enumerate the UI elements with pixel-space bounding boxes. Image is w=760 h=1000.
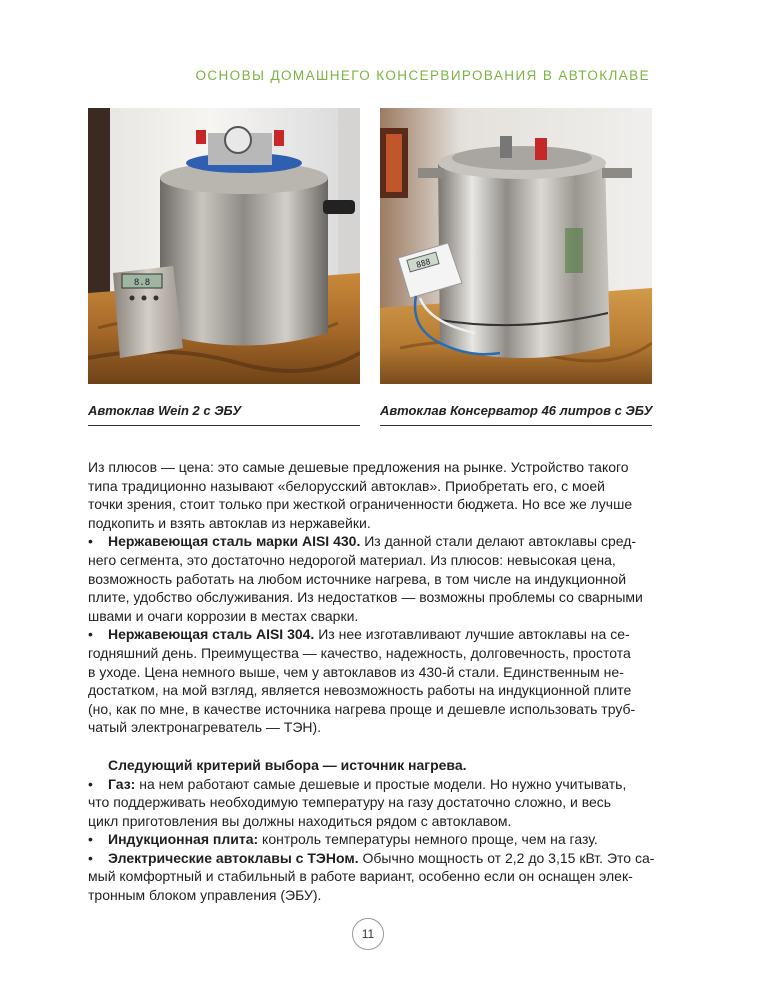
paragraph-line: (но, как по мне, в качестве источника нагрева проще и дешевле использовать труб- — [88, 700, 636, 717]
bullet-marker: • — [88, 831, 93, 848]
bullet-text: Обычно мощность от 2,2 до 3,15 кВт. Это са- — [358, 849, 655, 866]
bullet-marker: • — [88, 626, 93, 643]
bullet-item-induction — [88, 830, 658, 849]
paragraph-line: него сегмента, это достаточно недорогой материал. Из плюсов: невысокая цена, — [88, 551, 616, 568]
paragraph-line: достатком, на мой взгляд, является невозможность работы на индукционной плите — [88, 682, 632, 699]
photo-autoclave-konservator-46 — [380, 108, 652, 384]
bullet-title: Газ: — [108, 775, 136, 792]
bullet-item-electric — [88, 849, 658, 868]
paragraph-line: типа традиционно называют «белорусский автоклав». Приобретать его, с моей — [88, 477, 606, 494]
bullet-title: Индукционная плита: — [108, 831, 259, 848]
paragraph-line: плите, удобство обслуживания. Из недостатков — возможны проблемы со сварными — [88, 589, 643, 606]
paragraph-line: точки зрения, стоит только при жесткой ограниченности бюджета. Но все же лучше — [88, 496, 633, 513]
bullet-item-steel-430 — [88, 532, 658, 551]
bullet-text: Из нее изготавливают лучшие автоклавы на се- — [314, 626, 630, 643]
paragraph-line: что поддерживать необходимую температуру на газу достаточно сложно, и весь — [88, 794, 612, 811]
paragraph-line: годняшний день. Преимущества — качество, надежность, долговечность, простота — [88, 644, 631, 661]
paragraph-line: мый комфортный и стабильный в работе вариант, особенно если он оснащен элек- — [88, 868, 633, 885]
bullet-title: Нержавеющая сталь марки AISI 430. — [108, 533, 361, 550]
paragraph-line: цикл приготовления вы должны находиться рядом с автоклавом. — [88, 812, 512, 829]
bullet-title: Электрические автоклавы с ТЭНом. — [108, 849, 359, 866]
ecu-display-readout: 8.8 — [133, 278, 151, 288]
paragraph-gap — [88, 737, 658, 756]
paragraph-line: возможность работать на любом источнике нагрева, в том числе на индукционной — [88, 570, 627, 587]
paragraph-line: в уходе. Цена немного выше, чем у автоклавов из 430-й стали. Единственным не- — [88, 663, 624, 680]
figure-caption-left: Автоклав Wein 2 с ЭБУ — [88, 403, 360, 426]
bullet-title: Нержавеющая сталь AISI 304. — [108, 626, 315, 643]
paragraph-line: тронным блоком управления (ЭБУ). — [88, 887, 322, 904]
page-number: 11 — [352, 918, 384, 950]
paragraph-line: подкопить и взять автоклав из нержавейки. — [88, 514, 371, 531]
figure-caption-right: Автоклав Консерватор 46 литров с ЭБУ — [380, 403, 652, 426]
body-text — [88, 458, 658, 905]
paragraph-line: Из плюсов — цена: это самые дешевые предложения на рынке. Устройство такого — [88, 459, 629, 475]
bullet-item-gas — [88, 775, 658, 794]
autoclave-konservator-illustration — [380, 108, 652, 384]
paragraph-line: швами и очаги коррозии в местах сварки. — [88, 607, 359, 624]
paragraph-line: чатый электронагреватель — ТЭН). — [88, 719, 322, 736]
bullet-marker: • — [88, 849, 93, 866]
controller-display-readout: 888 — [415, 257, 432, 270]
bullet-marker: • — [88, 533, 93, 550]
bullet-text: Из данной стали делают автоклавы сред- — [360, 533, 637, 550]
autoclave-wein-illustration — [88, 108, 360, 384]
bullet-marker: • — [88, 775, 93, 792]
running-title: ОСНОВЫ ДОМАШНЕГО КОНСЕРВИРОВАНИЯ В АВТОКЛАВЕ — [195, 68, 650, 83]
bullet-text: контроль температуры немного проще, чем на газу. — [258, 831, 598, 848]
photo-autoclave-wein-2 — [88, 108, 360, 384]
bullet-text: на нем работают самые дешевые и простые модели. Но нужно учитывать, — [135, 775, 627, 792]
bullet-item-steel-304 — [88, 625, 658, 644]
section-subheading: Следующий критерий выбора — источник нагрева. — [108, 756, 467, 773]
